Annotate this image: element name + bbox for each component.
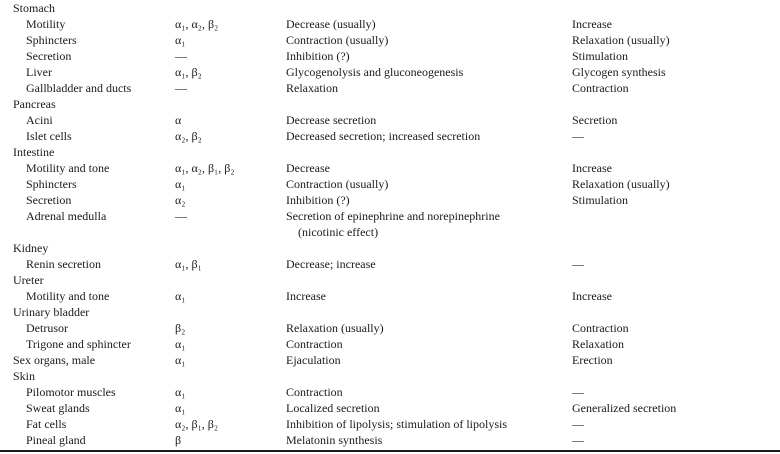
table-row: [0, 192, 780, 208]
organ-cell: Adrenal medulla: [26, 209, 107, 223]
receptor-cell: —: [175, 81, 187, 95]
section-row: [0, 304, 780, 320]
sympathetic-effect-continuation: (nicotinic effect): [298, 225, 379, 239]
parasympathetic-effect-cell: Secretion: [572, 113, 618, 127]
parasympathetic-effect-cell: Stimulation: [572, 193, 629, 207]
parasympathetic-effect-cell: —: [572, 385, 584, 399]
section-heading: Sex organs, male: [13, 353, 96, 367]
organ-cell: Motility and tone: [26, 289, 110, 303]
receptor-cell: α₁, β₂: [175, 65, 202, 79]
receptor-cell: α₂, β₂: [175, 129, 202, 143]
sympathetic-effect-cell: Contraction: [286, 385, 343, 399]
organ-cell: Fat cells: [26, 417, 67, 431]
section-row: [0, 240, 780, 256]
receptor-cell: α: [175, 113, 182, 127]
parasympathetic-effect-cell: Stimulation: [572, 49, 629, 63]
receptor-cell: α₁: [175, 353, 186, 367]
organ-cell: Pilomotor muscles: [26, 385, 116, 399]
parasympathetic-effect-cell: Increase: [572, 17, 612, 31]
organ-cell: Gallbladder and ducts: [26, 81, 132, 95]
table-row: [0, 208, 780, 224]
organ-cell: Sphincters: [26, 177, 77, 191]
table-row: [0, 16, 780, 32]
table-row: [0, 80, 780, 96]
parasympathetic-effect-cell: —: [572, 257, 584, 271]
parasympathetic-effect-cell: Contraction: [572, 321, 629, 335]
parasympathetic-effect-cell: Increase: [572, 161, 612, 175]
receptor-cell: α₁, α₂, β₂: [175, 17, 219, 31]
organ-cell: Motility: [26, 17, 66, 31]
parasympathetic-effect-cell: —: [572, 129, 584, 143]
receptor-cell: α₁: [175, 337, 186, 351]
section-heading: Kidney: [13, 241, 49, 255]
table-row: [0, 256, 780, 272]
section-heading: Pancreas: [13, 97, 56, 111]
continuation-row: [0, 224, 780, 240]
receptor-cell: α₁: [175, 385, 186, 399]
section-row: [0, 0, 780, 16]
parasympathetic-effect-cell: Glycogen synthesis: [572, 65, 666, 79]
table-row: [0, 432, 780, 448]
table-row: [0, 48, 780, 64]
organ-cell: Sphincters: [26, 33, 77, 47]
receptor-cell: β₂: [175, 321, 186, 335]
table-row: [0, 416, 780, 432]
organ-cell: Liver: [26, 65, 52, 79]
section-row: [0, 144, 780, 160]
parasympathetic-effect-cell: Increase: [572, 289, 612, 303]
table-row: [0, 64, 780, 80]
sympathetic-effect-cell: Contraction (usually): [286, 177, 389, 191]
receptor-cell: —: [175, 209, 187, 223]
table-row: [0, 384, 780, 400]
organ-cell: Acini: [26, 113, 53, 127]
section-row: [0, 96, 780, 112]
sympathetic-effect-cell: Contraction (usually): [286, 33, 389, 47]
sympathetic-effect-cell: Decrease; increase: [286, 257, 376, 271]
sympathetic-effect-cell: Decreased secretion; increased secretion: [286, 129, 481, 143]
sympathetic-effect-cell: Melatonin synthesis: [286, 433, 383, 447]
table-row: [0, 112, 780, 128]
table-row: [0, 160, 780, 176]
sympathetic-effect-cell: Secretion of epinephrine and norepinephrine: [286, 209, 500, 223]
table-row: [0, 176, 780, 192]
section-row: [0, 368, 780, 384]
receptor-cell: α₁, α₂, β₁, β₂: [175, 161, 235, 175]
receptor-cell: α₁: [175, 177, 186, 191]
parasympathetic-effect-cell: Relaxation (usually): [572, 177, 670, 191]
sympathetic-effect-cell: Decrease: [286, 161, 330, 175]
receptor-cell: α₂: [175, 193, 186, 207]
parasympathetic-effect-cell: —: [572, 417, 584, 431]
table-bottom-rule: [0, 450, 780, 452]
sympathetic-effect-cell: Decrease secretion: [286, 113, 377, 127]
section-heading: Intestine: [13, 145, 55, 159]
receptor-cell: α₁: [175, 33, 186, 47]
receptor-cell: β: [175, 433, 182, 447]
receptor-cell: —: [175, 49, 187, 63]
section-heading: Stomach: [13, 1, 55, 15]
table-row: [0, 400, 780, 416]
organ-cell: Pineal gland: [26, 433, 86, 447]
organ-cell: Secretion: [26, 49, 72, 63]
sympathetic-effect-cell: Ejaculation: [286, 353, 341, 367]
receptor-cell: α₁: [175, 289, 186, 303]
parasympathetic-effect-cell: Contraction: [572, 81, 629, 95]
section-heading: Ureter: [13, 273, 44, 287]
receptor-cell: α₁, β₁: [175, 257, 202, 271]
sympathetic-effect-cell: Inhibition of lipolysis; stimulation of lipolysis: [286, 417, 508, 431]
sympathetic-effect-cell: Localized secretion: [286, 401, 380, 415]
sympathetic-effect-cell: Inhibition (?): [286, 193, 350, 207]
table-row: [0, 336, 780, 352]
section-heading: Skin: [13, 369, 36, 383]
sympathetic-effect-cell: Relaxation (usually): [286, 321, 384, 335]
organ-cell: Islet cells: [26, 129, 72, 143]
table-row: [0, 288, 780, 304]
parasympathetic-effect-cell: Erection: [572, 353, 613, 367]
table-row: [0, 32, 780, 48]
parasympathetic-effect-cell: —: [572, 433, 584, 447]
receptor-cell: α₁: [175, 401, 186, 415]
sympathetic-effect-cell: Relaxation: [286, 81, 338, 95]
organ-cell: Detrusor: [26, 321, 68, 335]
organ-cell: Sweat glands: [26, 401, 90, 415]
sympathetic-effect-cell: Decrease (usually): [286, 17, 376, 31]
sympathetic-effect-cell: Glycogenolysis and gluconeogenesis: [286, 65, 464, 79]
section-row: [0, 352, 780, 368]
organ-cell: Secretion: [26, 193, 72, 207]
sympathetic-effect-cell: Increase: [286, 289, 326, 303]
organ-cell: Renin secretion: [26, 257, 101, 271]
sympathetic-effect-cell: Inhibition (?): [286, 49, 350, 63]
parasympathetic-effect-cell: Relaxation: [572, 337, 624, 351]
receptor-cell: α₂, β₁, β₂: [175, 417, 219, 431]
parasympathetic-effect-cell: Relaxation (usually): [572, 33, 670, 47]
table-row: [0, 320, 780, 336]
table-row: [0, 128, 780, 144]
organ-cell: Motility and tone: [26, 161, 110, 175]
section-heading: Urinary bladder: [13, 305, 90, 319]
section-row: [0, 272, 780, 288]
organ-cell: Trigone and sphincter: [26, 337, 131, 351]
parasympathetic-effect-cell: Generalized secretion: [572, 401, 677, 415]
sympathetic-effect-cell: Contraction: [286, 337, 343, 351]
